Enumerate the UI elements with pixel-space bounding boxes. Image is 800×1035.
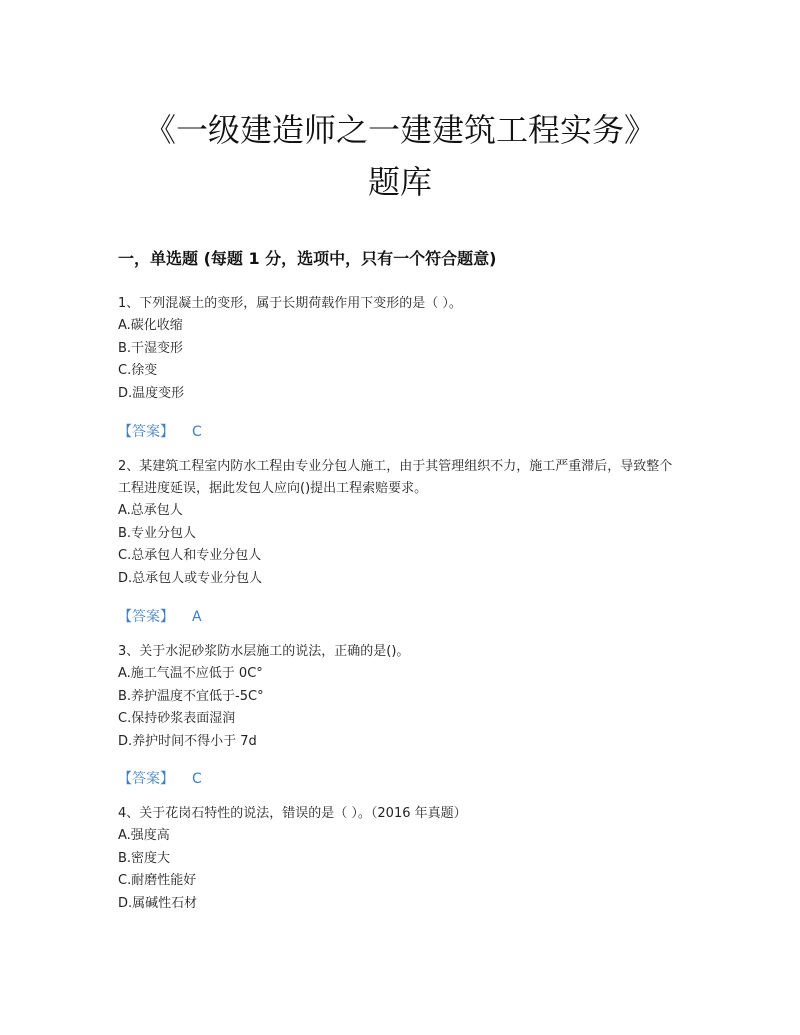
option-b: B.养护温度不宜低于-5C° [118,688,264,704]
option-c: C.耐磨性能好 [118,873,197,888]
question-2 [118,456,678,590]
option-a: A.碳化收缩 [118,318,183,333]
question-stem: 2、某建筑工程室内防水工程由专业分包人施工，由于其管理组织不力，施工严重滞后，导致整个工程进度延误，据此发包人应向()提出工程索赔要求。 [118,459,673,496]
answer-label: 【答案】 [118,609,174,625]
option-c: C.保持砂浆表面湿润 [118,711,236,726]
option-b: B.干湿变形 [118,340,184,356]
answer-value: C [192,424,202,440]
option-a: A.总承包人 [118,503,183,518]
option-d: D.总承包人或专业分包人 [118,570,263,586]
option-d: D.属碱性石材 [118,895,198,911]
answer-3 [118,768,202,788]
question-stem: 3、关于水泥砂浆防水层施工的说法，正确的是()。 [118,644,410,659]
option-b: B.专业分包人 [118,525,197,541]
option-a: A.施工气温不应低于 0C° [118,666,263,681]
document-title [0,104,800,208]
answer-label: 【答案】 [118,771,174,787]
answer-value: C [192,771,202,787]
section-heading: 一，单选题 (每题 1 分，选项中，只有一个符合题意) [118,249,497,268]
document-title-line1: 《一级建造师之一建建筑工程实务》 [143,111,656,149]
question-stem: 1、下列混凝土的变形，属于长期荷载作用下变形的是（ ）。 [118,296,462,311]
answer-value: A [192,609,202,625]
question-stem: 4、关于花岗石特性的说法，错误的是（ ）。（2016 年真题） [118,806,467,821]
answer-label: 【答案】 [118,424,174,440]
answer-1 [118,421,202,441]
option-d: D.养护时间不得小于 7d [118,733,257,749]
option-c: C.徐变 [118,363,158,378]
question-3 [118,641,678,753]
answer-2 [118,606,202,626]
option-a: A.强度高 [118,828,170,843]
option-c: C.总承包人和专业分包人 [118,548,262,563]
question-4 [118,803,678,915]
option-b: B.密度大 [118,850,171,866]
option-d: D.温度变形 [118,385,185,401]
document-title-line2: 题库 [367,163,432,201]
question-1 [118,293,678,405]
